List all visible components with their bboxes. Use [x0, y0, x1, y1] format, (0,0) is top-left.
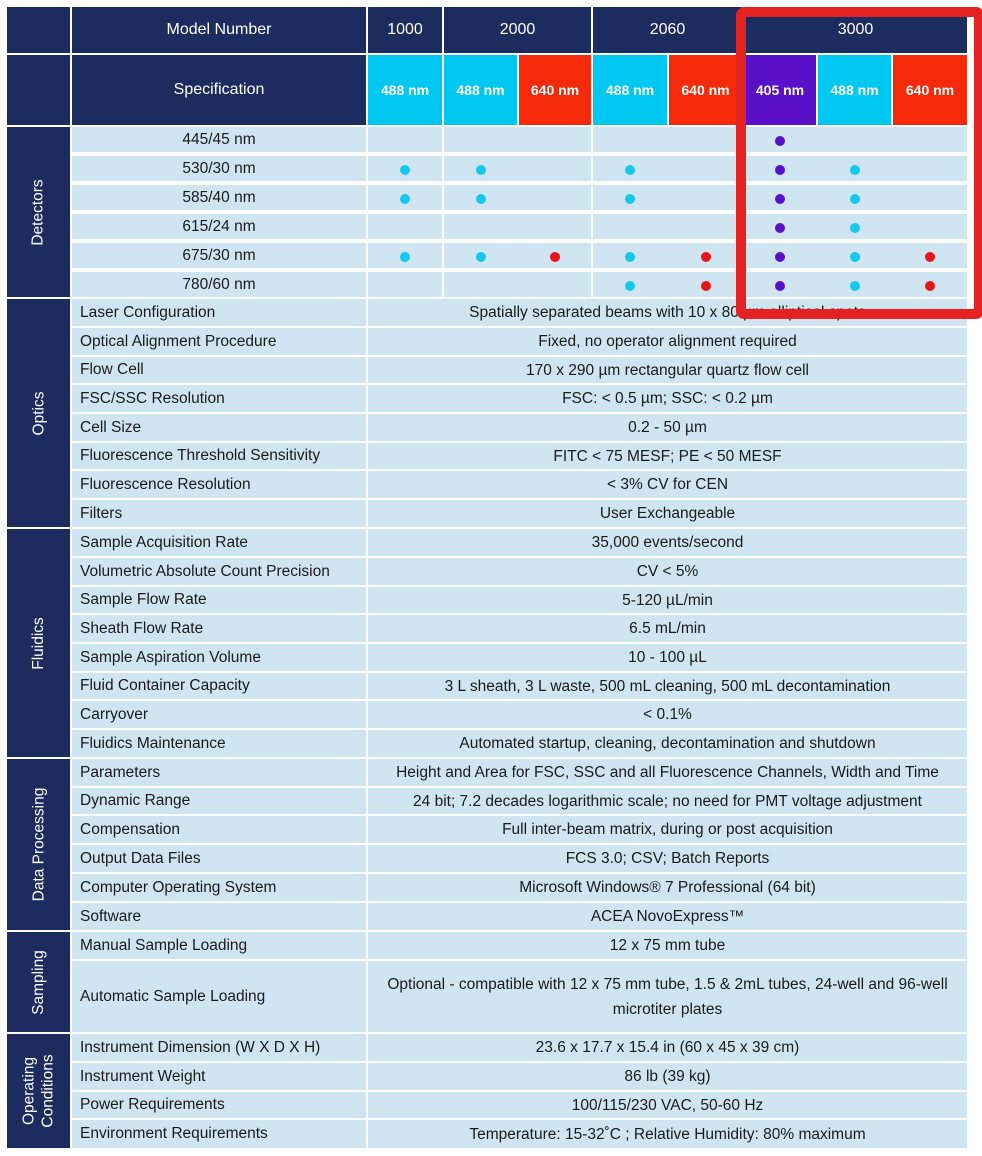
detector-cell: [444, 272, 591, 297]
spec-row-value: 0.2 - 50 µm: [368, 414, 967, 441]
spec-row-value: 3 L sheath, 3 L waste, 500 mL cleaning, 500 mL decontamination: [368, 673, 967, 699]
spec-row-label: Volumetric Absolute Count Precision: [72, 558, 366, 585]
spec-row-label: Computer Operating System: [72, 874, 366, 901]
spec-row-value: Temperature: 15-32˚C ; Relative Humidity: 80% maximum: [368, 1120, 967, 1148]
detector-dot: [701, 252, 711, 262]
spec-row-value: User Exchangeable: [368, 500, 967, 527]
detector-dot: [476, 194, 486, 204]
spec-row-value: FSC: < 0.5 µm; SSC: < 0.2 µm: [368, 385, 967, 412]
detector-dot: [476, 165, 486, 175]
spec-row-value: 5-120 µL/min: [368, 587, 967, 613]
detector-dot: [625, 194, 635, 204]
model-2060-header: 2060: [593, 7, 742, 53]
detector-cell: [444, 185, 591, 210]
spec-row-value: CV < 5%: [368, 558, 967, 585]
detector-cell: [444, 243, 591, 268]
spec-row-label: Power Requirements: [72, 1092, 366, 1118]
spec-row-label: Sample Flow Rate: [72, 587, 366, 613]
laser-2000-488: 488 nm: [444, 55, 517, 125]
detector-dot: [550, 252, 560, 262]
spec-row-value: Microsoft Windows® 7 Professional (64 bit): [368, 874, 967, 901]
detector-cell: [593, 272, 742, 297]
spec-row-label: Parameters: [72, 759, 366, 786]
detector-cell: [593, 214, 742, 239]
spec-row-value: Fixed, no operator alignment required: [368, 328, 967, 355]
spec-row-label: Instrument Weight: [72, 1063, 366, 1090]
group-fluidics-label: Fluidics: [29, 616, 47, 670]
laser-3000-640: 640 nm: [893, 55, 967, 125]
group-operating-conditions: [7, 1034, 70, 1148]
detector-cell: [368, 214, 442, 239]
detector-cell: [444, 127, 591, 152]
spec-row-label: Dynamic Range: [72, 788, 366, 814]
spec-row-value: 10 - 100 µL: [368, 644, 967, 671]
spec-row-label: Laser Configuration: [72, 299, 366, 326]
spec-row-label: Fluorescence Resolution: [72, 471, 366, 498]
group-data-processing: [7, 759, 70, 930]
group-fluidics: [7, 529, 70, 757]
spec-row-label: Sample Acquisition Rate: [72, 529, 366, 556]
detector-cell: [444, 214, 591, 239]
detector-dot: [625, 281, 635, 291]
spec-row-value: 86 lb (39 kg): [368, 1063, 967, 1090]
detector-dot: [400, 194, 410, 204]
spec-row-label: Sample Aspiration Volume: [72, 644, 366, 671]
spec-row-value: FCS 3.0; CSV; Batch Reports: [368, 845, 967, 872]
laser-3000-405: 405 nm: [744, 55, 816, 125]
model-number-header: Model Number: [72, 7, 366, 53]
laser-2000-640: 640 nm: [519, 55, 591, 125]
spec-row-value: 12 x 75 mm tube: [368, 932, 967, 959]
detector-cell: [593, 185, 742, 210]
spec-row-label: Compensation: [72, 816, 366, 843]
spec-row-label: Instrument Dimension (W X D X H): [72, 1034, 366, 1061]
spec-row-label: Automatic Sample Loading: [72, 961, 366, 1032]
detector-cell: [593, 156, 742, 181]
detector-filter-label: 615/24 nm: [72, 214, 366, 239]
detector-cell: [593, 243, 742, 268]
spec-row-label: Fluid Container Capacity: [72, 673, 366, 699]
detector-cell: [368, 127, 442, 152]
spec-row-value: 24 bit; 7.2 decades logarithmic scale; no need for PMT voltage adjustment: [368, 788, 967, 814]
group-operating-conditions-label: [20, 1054, 58, 1127]
spec-row-value: FITC < 75 MESF; PE < 50 MESF: [368, 443, 967, 469]
detector-dot: [476, 252, 486, 262]
group-detectors-label: Detectors: [30, 178, 47, 246]
spec-row-label: Optical Alignment Procedure: [72, 328, 366, 355]
detector-dot: [701, 281, 711, 291]
detector-cell: [368, 272, 442, 297]
spec-row-value: < 3% CV for CEN: [368, 471, 967, 498]
specification-header: Specification: [72, 55, 366, 125]
detector-dot: [400, 165, 410, 175]
header-corner: [7, 7, 70, 53]
spec-row-label: Software: [72, 903, 366, 930]
spec-row-value: Height and Area for FSC, SSC and all Fluorescence Channels, Width and Time: [368, 759, 967, 786]
detector-filter-label: 780/60 nm: [72, 272, 366, 297]
spec-row-label: Fluidics Maintenance: [72, 730, 366, 757]
detector-dot: [400, 252, 410, 262]
detector-dot: [625, 252, 635, 262]
group-sampling: [7, 932, 70, 1032]
laser-3000-488: 488 nm: [818, 55, 891, 125]
spec-row-label: Fluorescence Threshold Sensitivity: [72, 443, 366, 469]
operating-line-1: Operating: [20, 1056, 38, 1126]
detector-dot: [625, 165, 635, 175]
spec-row-value: Full inter-beam matrix, during or post acquisition: [368, 816, 967, 843]
model-3000-highlight-box: [736, 7, 982, 319]
group-optics: [7, 299, 70, 527]
operating-line-2: Conditions: [39, 1054, 57, 1128]
laser-2060-488: 488 nm: [593, 55, 667, 125]
spec-row-label: Output Data Files: [72, 845, 366, 872]
spec-row-value: 170 x 290 µm rectangular quartz flow cell: [368, 357, 967, 383]
spec-row-value: Automated startup, cleaning, decontamination and shutdown: [368, 730, 967, 757]
group-detectors: [7, 127, 70, 297]
spec-row-value: 6.5 mL/min: [368, 615, 967, 642]
group-data-processing-label: Data Processing: [30, 787, 48, 902]
spec-row-label: Cell Size: [72, 414, 366, 441]
model-3000-header: 3000: [744, 7, 967, 53]
model-1000-header: 1000: [368, 7, 442, 53]
laser-1000-488: 488 nm: [368, 55, 442, 125]
spec-row-value: < 0.1%: [368, 701, 967, 728]
spec-row-label: Carryover: [72, 701, 366, 728]
spec-row-value: Optional - compatible with 12 x 75 mm tube, 1.5 & 2mL tubes, 24-well and 96-well microtiter plates: [368, 961, 967, 1032]
spec-row-label: Flow Cell: [72, 357, 366, 383]
spec-row-label: Sheath Flow Rate: [72, 615, 366, 642]
detector-filter-label: 585/40 nm: [72, 185, 366, 210]
laser-2060-640: 640 nm: [669, 55, 742, 125]
spec-row-value: 23.6 x 17.7 x 15.4 in (60 x 45 x 39 cm): [368, 1034, 967, 1061]
spec-row-label: Environment Requirements: [72, 1120, 366, 1148]
spec-row-label: FSC/SSC Resolution: [72, 385, 366, 412]
detector-cell: [593, 127, 742, 152]
group-optics-label: Optics: [30, 391, 47, 435]
spec-row-value: Spatially separated beams with 10 x 80 µm elliptical spots: [368, 299, 967, 326]
header-corner-2: [7, 55, 70, 125]
detector-cell: [444, 156, 591, 181]
detector-filter-label: 530/30 nm: [72, 156, 366, 181]
spec-row-label: Manual Sample Loading: [72, 932, 366, 959]
spec-row-value: 35,000 events/second: [368, 529, 967, 556]
model-2000-header: 2000: [444, 7, 591, 53]
spec-row-label: Filters: [72, 500, 366, 527]
group-sampling-label: Sampling: [30, 949, 47, 1015]
detector-filter-label: 445/45 nm: [72, 127, 366, 152]
spec-row-value: 100/115/230 VAC, 50-60 Hz: [368, 1092, 967, 1118]
detector-filter-label: 675/30 nm: [72, 243, 366, 268]
spec-row-value: ACEA NovoExpress™: [368, 903, 967, 930]
